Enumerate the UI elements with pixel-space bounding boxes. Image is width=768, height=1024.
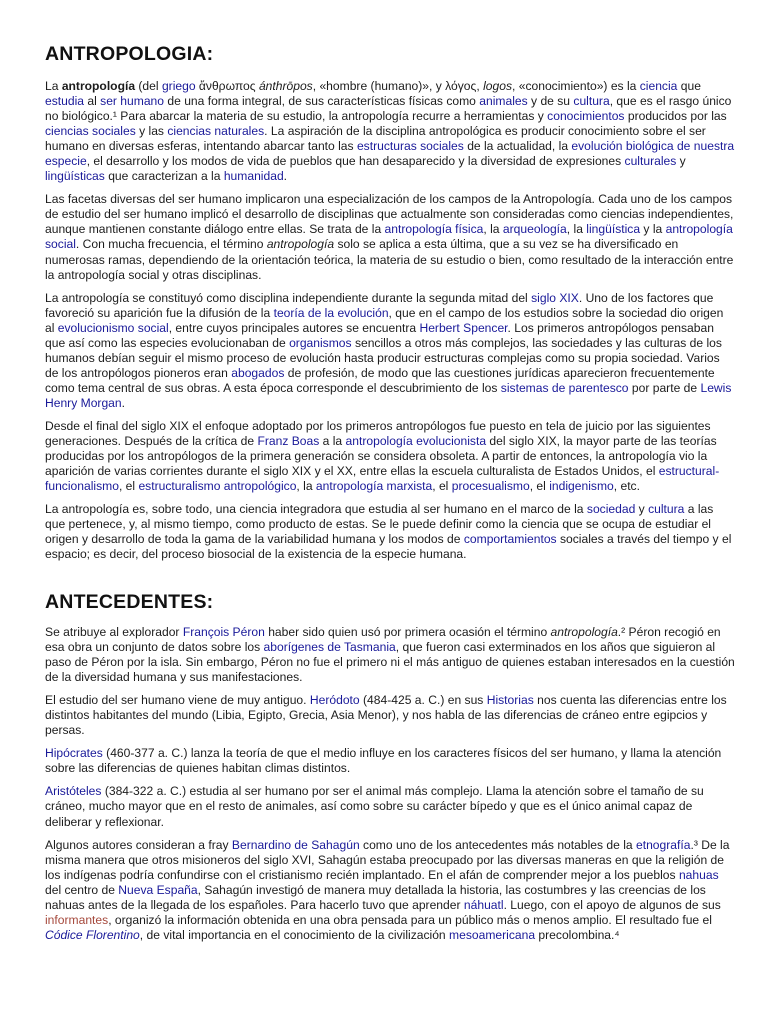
- text-run: por parte de: [628, 380, 701, 395]
- text-run: (460-377 a. C.) lanza la teoría de que el medio influye en los caracteres físicos del ser humano, y llama la atención sobre las diferencias de quienes habitan climas distintos.: [45, 746, 722, 776]
- text-run: a las que pertenece, y, al mismo tiempo, como producto de estas. Se le puede definir como la ciencia que se ocupa de estudiar el origen y desarrollo de toda la gama de la variabilidad humana y los modos de: [45, 502, 714, 547]
- text-run: (del: [135, 79, 162, 93]
- inline-link[interactable]: sistemas de parentesco: [500, 380, 629, 395]
- text-run: y: [676, 154, 686, 169]
- inline-link[interactable]: culturales: [624, 154, 677, 169]
- text-run: de la actualidad, la: [463, 139, 572, 154]
- inline-link[interactable]: ciencias naturales: [167, 124, 265, 139]
- text-run: ánthrōpos: [258, 79, 313, 93]
- inline-link[interactable]: evolución biológica de nuestra especie: [45, 139, 735, 169]
- inline-link[interactable]: Herbert Spencer: [419, 320, 508, 335]
- text-run: del siglo XIX, la mayor parte de las teorías producidas por los antropólogos de la primera generación se considera obsoleta. A partir de entonces, la antropología vio la aparición de varias corrientes durante el siglo XIX y el XX, entre ellas la escuela culturalista de Estados Unidos, el: [45, 434, 717, 479]
- inline-link[interactable]: antropología marxista: [315, 479, 433, 494]
- text-run: , Sahagún investigó de manera muy detallada la historia, las costumbres y las creencias de los nahuas antes de la llegada de los españoles. Para hacerlo tuvo que aprender: [45, 882, 706, 912]
- text-run: . Luego, con el apoyo de algunos de sus: [503, 897, 721, 912]
- inline-link[interactable]: ciencia: [639, 79, 678, 93]
- text-run: Desde el final del siglo XIX el enfoque adoptado por los primeros antropólogos fue puesto en tela de juicio por las siguientes generaciones. Después de la crítica de: [45, 418, 711, 449]
- text-run: , «conocimiento») es la: [512, 79, 640, 93]
- text-run: , el: [529, 479, 550, 494]
- paragraph: [45, 838, 736, 943]
- text-run: sencillos a otros más complejos, las sociedades y las culturas de los humanos debían seguir el mismo proceso de evolución hasta producir estructuras complejas como su propia sociedad. Varios de los antropólogos pioneros eran: [45, 335, 722, 380]
- text-run: (384-322 a. C.) estudia al ser humano por ser el animal más complejo. Llama la atención sobre el tamaño de su cráneo, mucho mayor que en el resto de animales, así como sobre su carácter bípedo y que es el único animal capaz de deliberar y reflexionar.: [45, 784, 704, 829]
- text-run: .³ De la misma manera que otros misioneros del siglo XVI, Sahagún estaba preocupado por las diversas maneras en que la religión de los indígenas podría confundirse con el cristianismo recién implantado. En el afán de comprender mejor a los pueblos: [45, 837, 730, 882]
- text-run: Se atribuye al explorador: [45, 625, 183, 639]
- text-run: producidos por las: [624, 109, 727, 124]
- text-run: , organizó la información obtenida en una obra pensada para un público más o menos amplio. El resultado fue el: [108, 912, 712, 927]
- heading-antecedentes: ANTECEDENTES:: [45, 591, 214, 613]
- inline-link[interactable]: antropología evolucionista: [345, 434, 487, 449]
- inline-link[interactable]: Aristóteles: [45, 784, 102, 799]
- paragraph: [45, 746, 736, 776]
- inline-link[interactable]: arqueología: [502, 222, 567, 237]
- inline-link[interactable]: organismos: [289, 335, 352, 350]
- paragraph: [45, 693, 736, 738]
- paragraph: [45, 784, 736, 829]
- inline-link[interactable]: cultura: [573, 94, 610, 109]
- text-run: , la: [483, 222, 503, 237]
- text-run: , que es el rasgo único no biológico.¹ Para abarcar la materia de su estudio, la antropología recurre a herramientas y: [45, 94, 732, 124]
- text-run: . Los primeros antropólogos pensaban que así como las especies evolucionaban de: [45, 320, 714, 350]
- text-run: y las: [135, 124, 168, 139]
- inline-link[interactable]: sociedad: [586, 502, 636, 517]
- inline-link[interactable]: lingüísticas: [45, 169, 105, 184]
- text-run: .: [121, 395, 126, 410]
- text-run: , el: [118, 479, 139, 494]
- inline-link[interactable]: Hipócrates: [45, 746, 103, 761]
- text-run: Algunos autores consideran a fray: [45, 837, 232, 852]
- text-run: , la: [296, 479, 316, 494]
- inline-link[interactable]: mesoamericana: [449, 927, 536, 942]
- text-run: (484-425 a. C.) en sus: [359, 693, 487, 708]
- text-run: nos cuenta las diferencias entre los distintos habitantes del mundo (Libia, Egipto, Grecia, Asia Menor), y nos habla de las diferencias de cráneo entre egipcios y persas.: [45, 693, 727, 738]
- inline-link[interactable]: etnografía: [636, 837, 691, 852]
- inline-link[interactable]: animales: [479, 94, 528, 109]
- paragraph: [45, 625, 736, 685]
- inline-link[interactable]: evolucionismo social: [57, 320, 169, 335]
- paragraph: [45, 419, 736, 494]
- text-run: solo se aplica a esta última, que a su vez se ha diversificado en numerosas ramas, dependiendo de la orientación teórica, la materia de su estudio o bien, como resultado de la interacción entre la antropología social y otras disciplinas.: [45, 237, 734, 282]
- text-run: del centro de: [45, 882, 119, 897]
- heading-antropologia: ANTROPOLOGIA:: [45, 43, 214, 65]
- inline-link[interactable]: Nueva España: [118, 882, 198, 897]
- inline-link[interactable]: Lewis Henry Morgan: [45, 380, 732, 410]
- text-run: La antropología es, sobre todo, una ciencia integradora que estudia al ser humano en el marco de la: [45, 502, 587, 517]
- text-run: , que en el campo de los estudios sobre la sociedad dio origen al: [45, 305, 724, 335]
- inline-link[interactable]: aborígenes de Tasmania: [263, 640, 396, 655]
- text-run: , la: [566, 222, 587, 237]
- text-run: , que fueron casi exterminados en los años que siguieron al paso de Péron por la isla. Sin embargo, Péron no fue el primero ni el más antiguo de quienes estaban interesados en la cuestión de la diversidad humana y sus manifestaciones.: [45, 640, 735, 685]
- text-run: logos: [483, 79, 512, 93]
- text-run: al: [84, 94, 101, 109]
- text-run: precolombina.⁴: [535, 927, 620, 942]
- inline-link[interactable]: informantes: [45, 912, 109, 927]
- text-run: antropología: [61, 79, 136, 93]
- inline-link[interactable]: Bernardino de Sahagún: [231, 837, 360, 852]
- text-run: de una forma integral, de sus características físicas como: [164, 94, 480, 109]
- text-run: que caracterizan a la: [104, 169, 224, 184]
- inline-link[interactable]: conocimientos: [547, 109, 625, 124]
- inline-link[interactable]: indigenismo: [549, 479, 614, 494]
- text-run: antropología: [550, 625, 618, 639]
- text-run: , el: [432, 479, 452, 494]
- inline-link[interactable]: cultura: [648, 502, 685, 517]
- text-run: ἄνθρωπος: [195, 79, 259, 93]
- text-run: . Con mucha frecuencia, el término: [75, 237, 267, 252]
- text-run: , entre cuyos principales autores se encuentra: [168, 320, 420, 335]
- text-run: a la: [319, 434, 346, 449]
- inline-link[interactable]: antropología física: [384, 222, 484, 237]
- inline-link[interactable]: procesualismo: [451, 479, 530, 494]
- inline-link[interactable]: Franz Boas: [257, 434, 320, 449]
- paragraph: [45, 291, 736, 411]
- text-run: de profesión, de modo que las cuestiones jurídicas aparecieron frecuentemente como tema central de sus obras. A esta época corresponde el descubrimiento de los: [45, 365, 715, 395]
- text-run: , «hombre (humano)», y λόγος,: [312, 79, 484, 93]
- inline-link[interactable]: Historias: [486, 693, 534, 708]
- text-run: La antropología se constituyó como disciplina independiente durante la segunda mitad del: [45, 290, 532, 305]
- inline-link[interactable]: ser humano: [100, 94, 165, 109]
- text-run: . Uno de los factores que favoreció su aparición fue la difusión de la: [45, 290, 714, 320]
- text-run: Las facetas diversas del ser humano implicaron una especialización de los campos de la Antropología. Cada uno de los campos de estudio del ser humano implicó el desarrollo de disciplinas que actualmente son consideradas como ciencias independientes, aunque mantienen constante diálogo entre ellas. Se trata de la: [45, 192, 734, 237]
- text-run: y la: [640, 222, 666, 237]
- inline-link[interactable]: estudia: [45, 94, 84, 109]
- text-run: La: [45, 79, 62, 93]
- inline-link[interactable]: Heródoto: [309, 693, 360, 708]
- inline-link[interactable]: teoría de la evolución: [273, 305, 389, 320]
- inline-link[interactable]: François Péron: [182, 625, 265, 639]
- inline-link[interactable]: comportamientos: [463, 532, 557, 547]
- section-antropologia: [45, 79, 736, 570]
- paragraph: [45, 502, 736, 562]
- text-run: que: [677, 79, 701, 93]
- inline-link[interactable]: náhuatl: [463, 897, 504, 912]
- inline-link[interactable]: Códice Florentino: [45, 927, 140, 942]
- text-run: , de vital importancia en el conocimiento de la civilización: [139, 927, 450, 942]
- text-run: El estudio del ser humano viene de muy antiguo.: [45, 693, 310, 708]
- text-run: y: [635, 502, 649, 517]
- text-run: .: [283, 169, 288, 184]
- text-run: sociales a través del tiempo y el espacio; es decir, del proceso biosocial de la existencia de la especie humana.: [45, 532, 732, 562]
- inline-link[interactable]: estructuralismo antropológico: [138, 479, 297, 494]
- text-run: , etc.: [613, 479, 640, 494]
- paragraph: [45, 192, 736, 282]
- text-run: haber sido quien usó por primera ocasión el término: [264, 625, 551, 639]
- inline-link[interactable]: estructuras sociales: [356, 139, 464, 154]
- section-antecedentes: [45, 625, 736, 951]
- inline-link[interactable]: griego: [161, 79, 196, 93]
- inline-link[interactable]: nahuas: [678, 867, 719, 882]
- text-run: , el desarrollo y los modos de vida de pueblos que han desaparecido y la diversidad de expresiones: [86, 154, 625, 169]
- inline-link[interactable]: ciencias sociales: [45, 124, 136, 139]
- text-run: antropología: [266, 237, 335, 252]
- inline-link[interactable]: lingüística: [586, 222, 641, 237]
- inline-link[interactable]: humanidad: [223, 169, 284, 184]
- inline-link[interactable]: siglo XIX: [531, 290, 579, 305]
- text-run: .² Péron recogió en esa obra un conjunto de datos sobre los: [45, 625, 721, 655]
- text-run: como uno de los antecedentes más notables de la: [359, 837, 636, 852]
- paragraph: [45, 79, 736, 184]
- text-run: . La aspiración de la disciplina antropológica es producir conocimiento sobre el ser humano en diversas esferas, intentando abarcar tanto las: [45, 124, 706, 154]
- text-run: y de su: [527, 94, 574, 109]
- inline-link[interactable]: estructural-funcionalismo: [45, 464, 720, 494]
- inline-link[interactable]: antropología social: [45, 222, 733, 252]
- inline-link[interactable]: abogados: [231, 365, 285, 380]
